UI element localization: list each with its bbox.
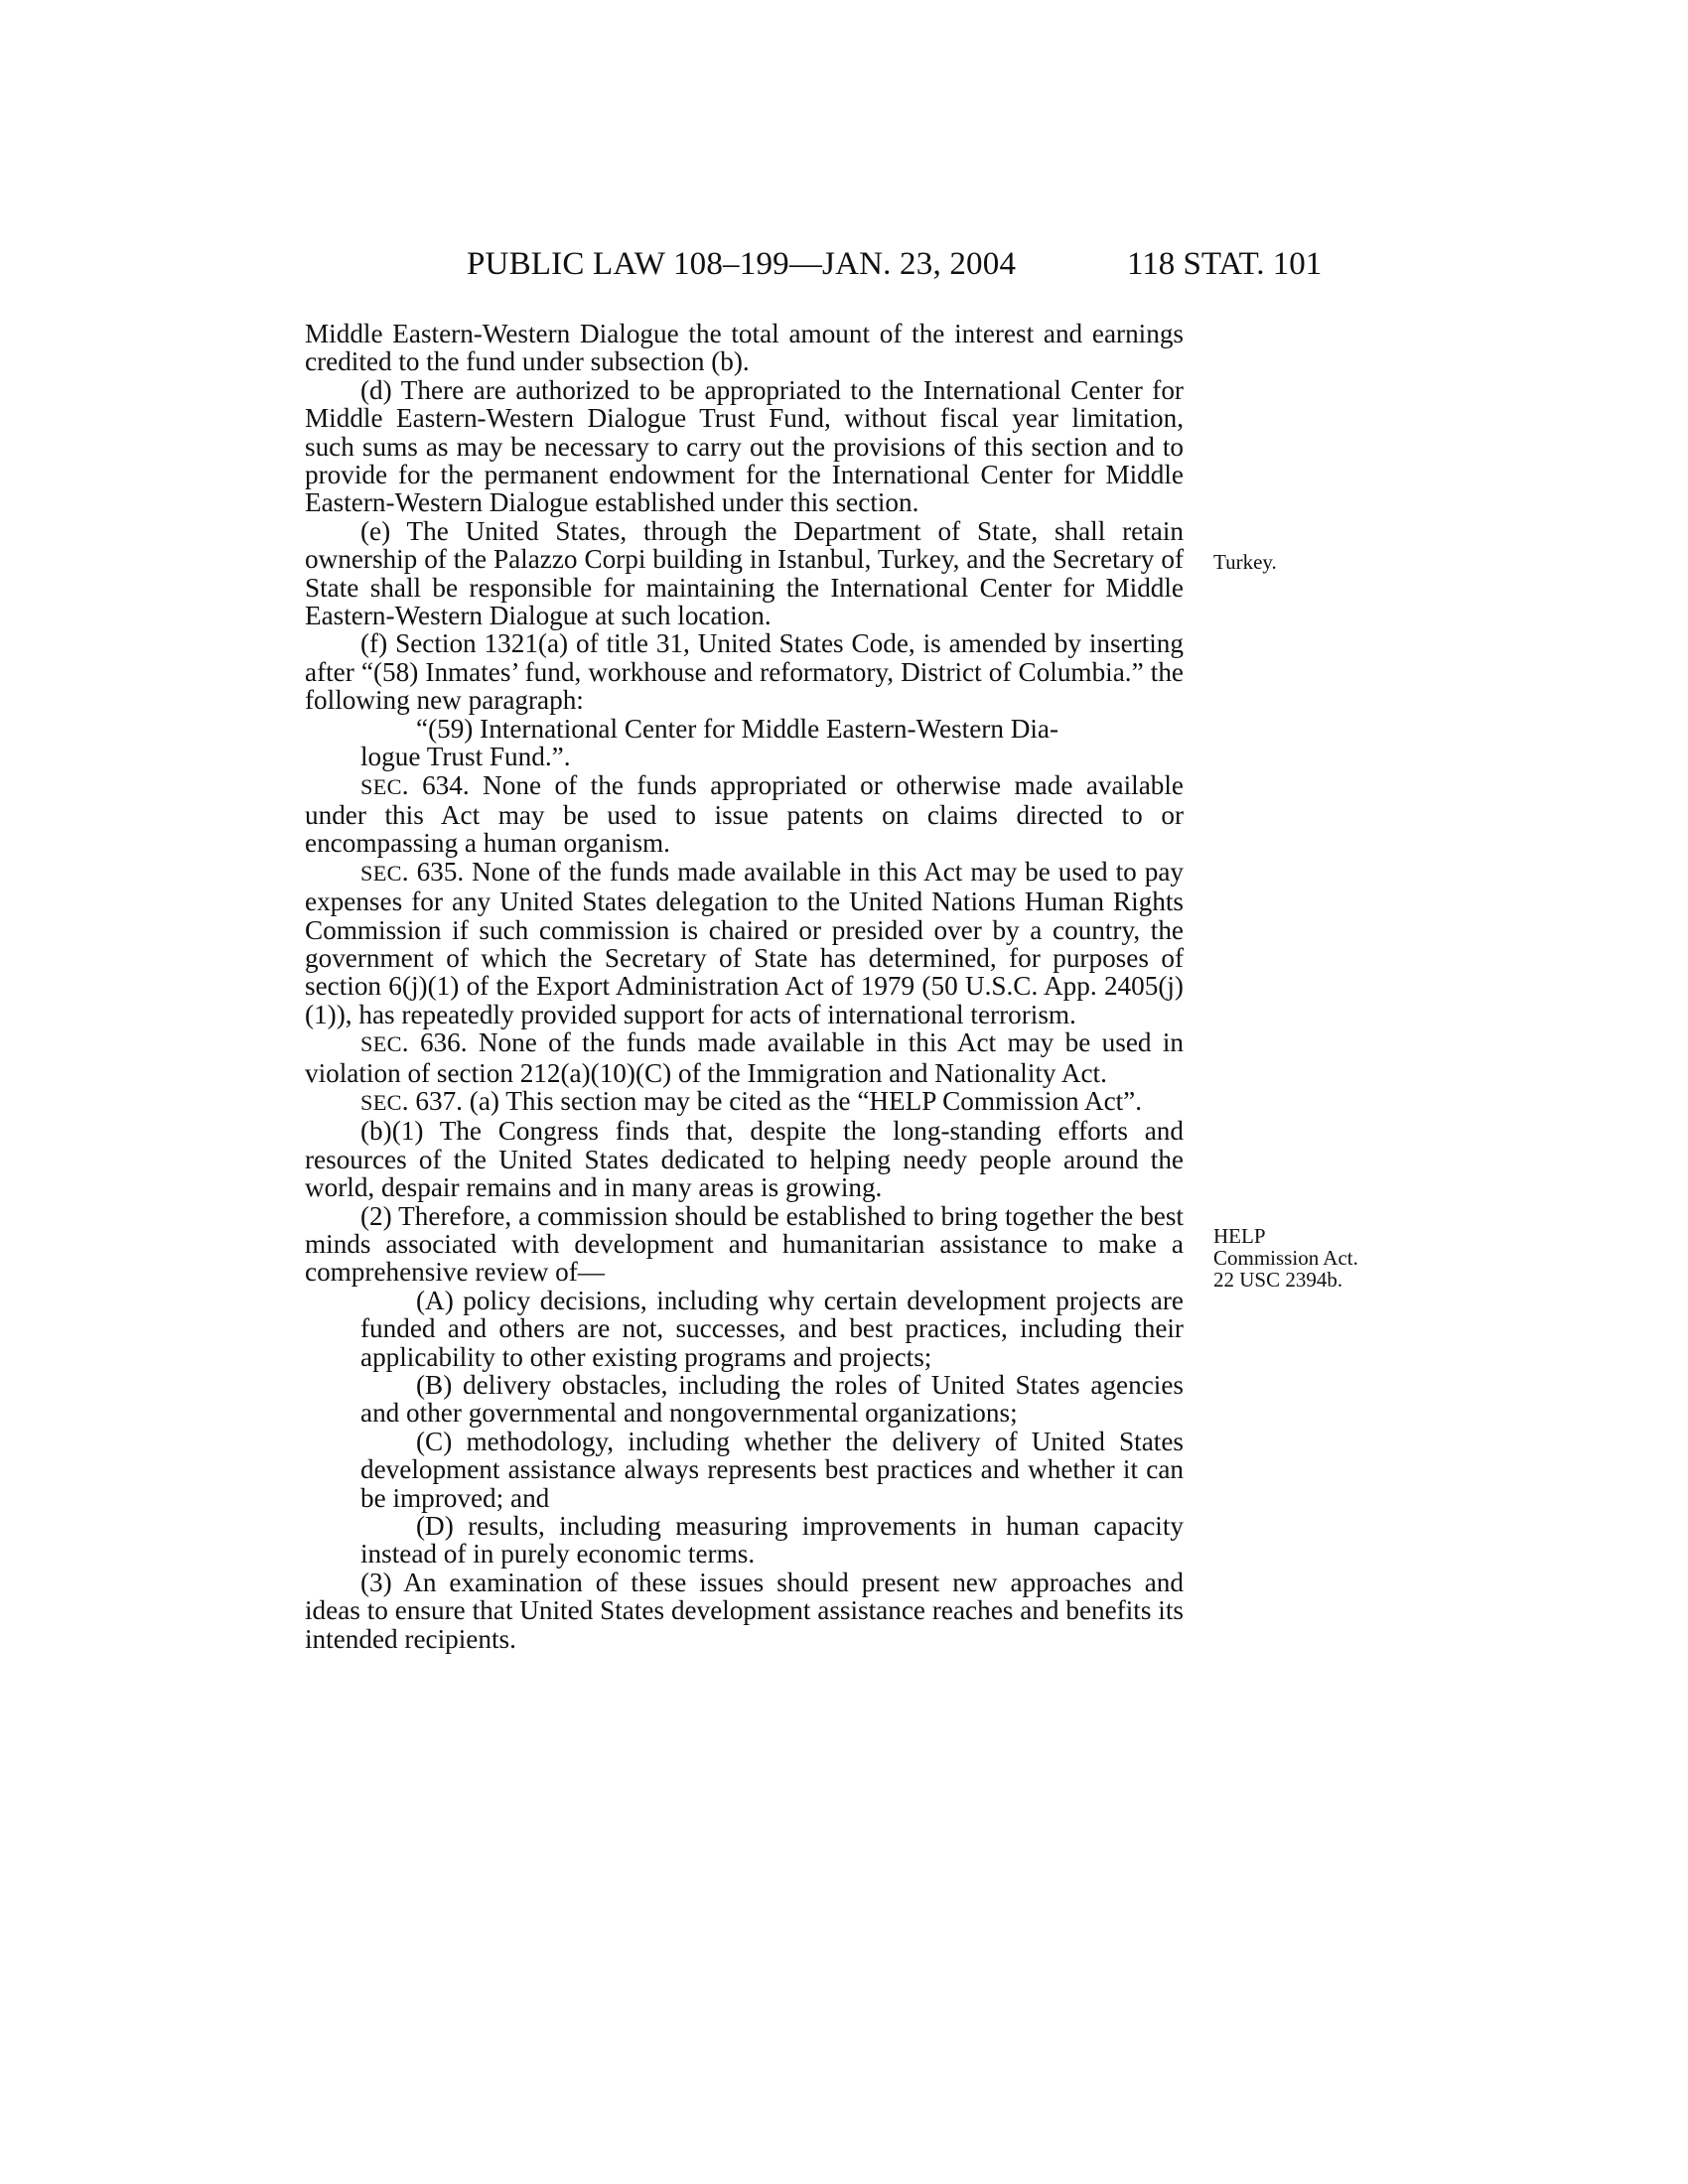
section-637 [305, 1087, 1184, 1117]
section-635-text: . 635. None of the funds made available in this Act may be used to pay expenses for any United States delegation to the United Nations Human Rights Commission if such commission is chaired or presided over by a country, the government of which the Secretary of State has determined, for purposes of section 6(j)(1) of the Export Administration Act of 1979 (50 U.S.C. App. 2405(j)(1)), has repeatedly provided support for acts of international terrorism. [305, 856, 1184, 1029]
section-636-text: . 636. None of the funds made available in this Act may be used in violation of section 212(a)(10)(C) of the Immigration and Nationality Act. [305, 1027, 1184, 1088]
section-label: SEC [360, 1031, 402, 1057]
section-636 [305, 1028, 1184, 1087]
section-label: SEC [360, 773, 402, 799]
paragraph-e: (e) The United States, through the Department of State, shall retain ownership of the Palazzo Corpi building in Istanbul, Turkey, and the Secretary of State shall be responsible for maintaining the International Center for Middle Eastern-Western Dialogue at such location. [305, 515, 1184, 631]
paragraph-b1: (b)(1) The Congress finds that, despite the long-standing efforts and resources of the United States dedicated to helping needy people around the world, despair remains and in many areas is growing. [305, 1116, 1184, 1203]
quoted-paragraph-59: “(59) International Center for Middle Eastern-Western Dia- [416, 713, 1059, 744]
running-header-title: PUBLIC LAW 108–199—JAN. 23, 2004 [467, 246, 1017, 282]
section-634 [305, 771, 1184, 858]
running-header-stat: 118 STAT. 101 [1127, 246, 1323, 282]
paragraph-continued: Middle Eastern-Western Dialogue the total amount of the interest and earnings credited to the fund under subsection (b). [305, 319, 1184, 377]
paragraph-f: (f) Section 1321(a) of title 31, United States Code, is amended by inserting after “(58) Inmates’ fund, workhouse and reformatory, District of Columbia.” the following new paragraph: [305, 628, 1184, 716]
margin-note-turkey: Turkey. [1213, 550, 1277, 574]
margin-note-help-line3: 22 USC 2394b. [1213, 1268, 1343, 1292]
subparagraph-b: (B) delivery obstacles, including the roles of United States agencies and other governmental and nongovernmental organizations; [360, 1370, 1184, 1429]
section-634-text: . 634. None of the funds appropriated or otherwise made available under this Act may be used to issue patents on claims directed to or encompassing a human organism. [305, 769, 1184, 859]
paragraph-d: (d) There are authorized to be appropriated to the International Center for Middle Eastern-Western Dialogue Trust Fund, without fiscal year limitation, such sums as may be necessary to carry out the provisions of this section and to provide for the permanent endowment for the International Center for Middle Eastern-Western Dialogue established under this section. [305, 374, 1184, 518]
paragraph-3: (3) An examination of these issues should present new approaches and ideas to ensure that United States development assistance reaches and benefits its intended recipients. [305, 1567, 1184, 1654]
quoted-paragraph-59-continued: logue Trust Fund.”. [360, 742, 571, 772]
margin-note-help-commission [1213, 1225, 1358, 1291]
section-label: SEC [360, 1089, 402, 1115]
subparagraph-c: (C) methodology, including whether the delivery of United States development assistance always represents best practices and whether it can be improved; and [360, 1426, 1184, 1513]
subparagraph-a: (A) policy decisions, including why certain development projects are funded and others are not, successes, and best practices, including their applicability to other existing programs and projects; [360, 1285, 1184, 1372]
statute-body-text [305, 320, 1184, 1653]
subparagraph-d: (D) results, including measuring improvements in human capacity instead of in purely economic terms. [360, 1511, 1184, 1570]
margin-note-help-line1: HELP [1213, 1224, 1266, 1248]
paragraph-2: (2) Therefore, a commission should be established to bring together the best minds associated with development and humanitarian assistance to make a comprehensive review of— [305, 1200, 1184, 1288]
margin-note-help-line2: Commission Act. [1213, 1246, 1358, 1270]
section-635 [305, 858, 1184, 1028]
section-label: SEC [360, 860, 402, 886]
section-637-text: . 637. (a) This section may be cited as the “HELP Commission Act”. [401, 1085, 1143, 1116]
